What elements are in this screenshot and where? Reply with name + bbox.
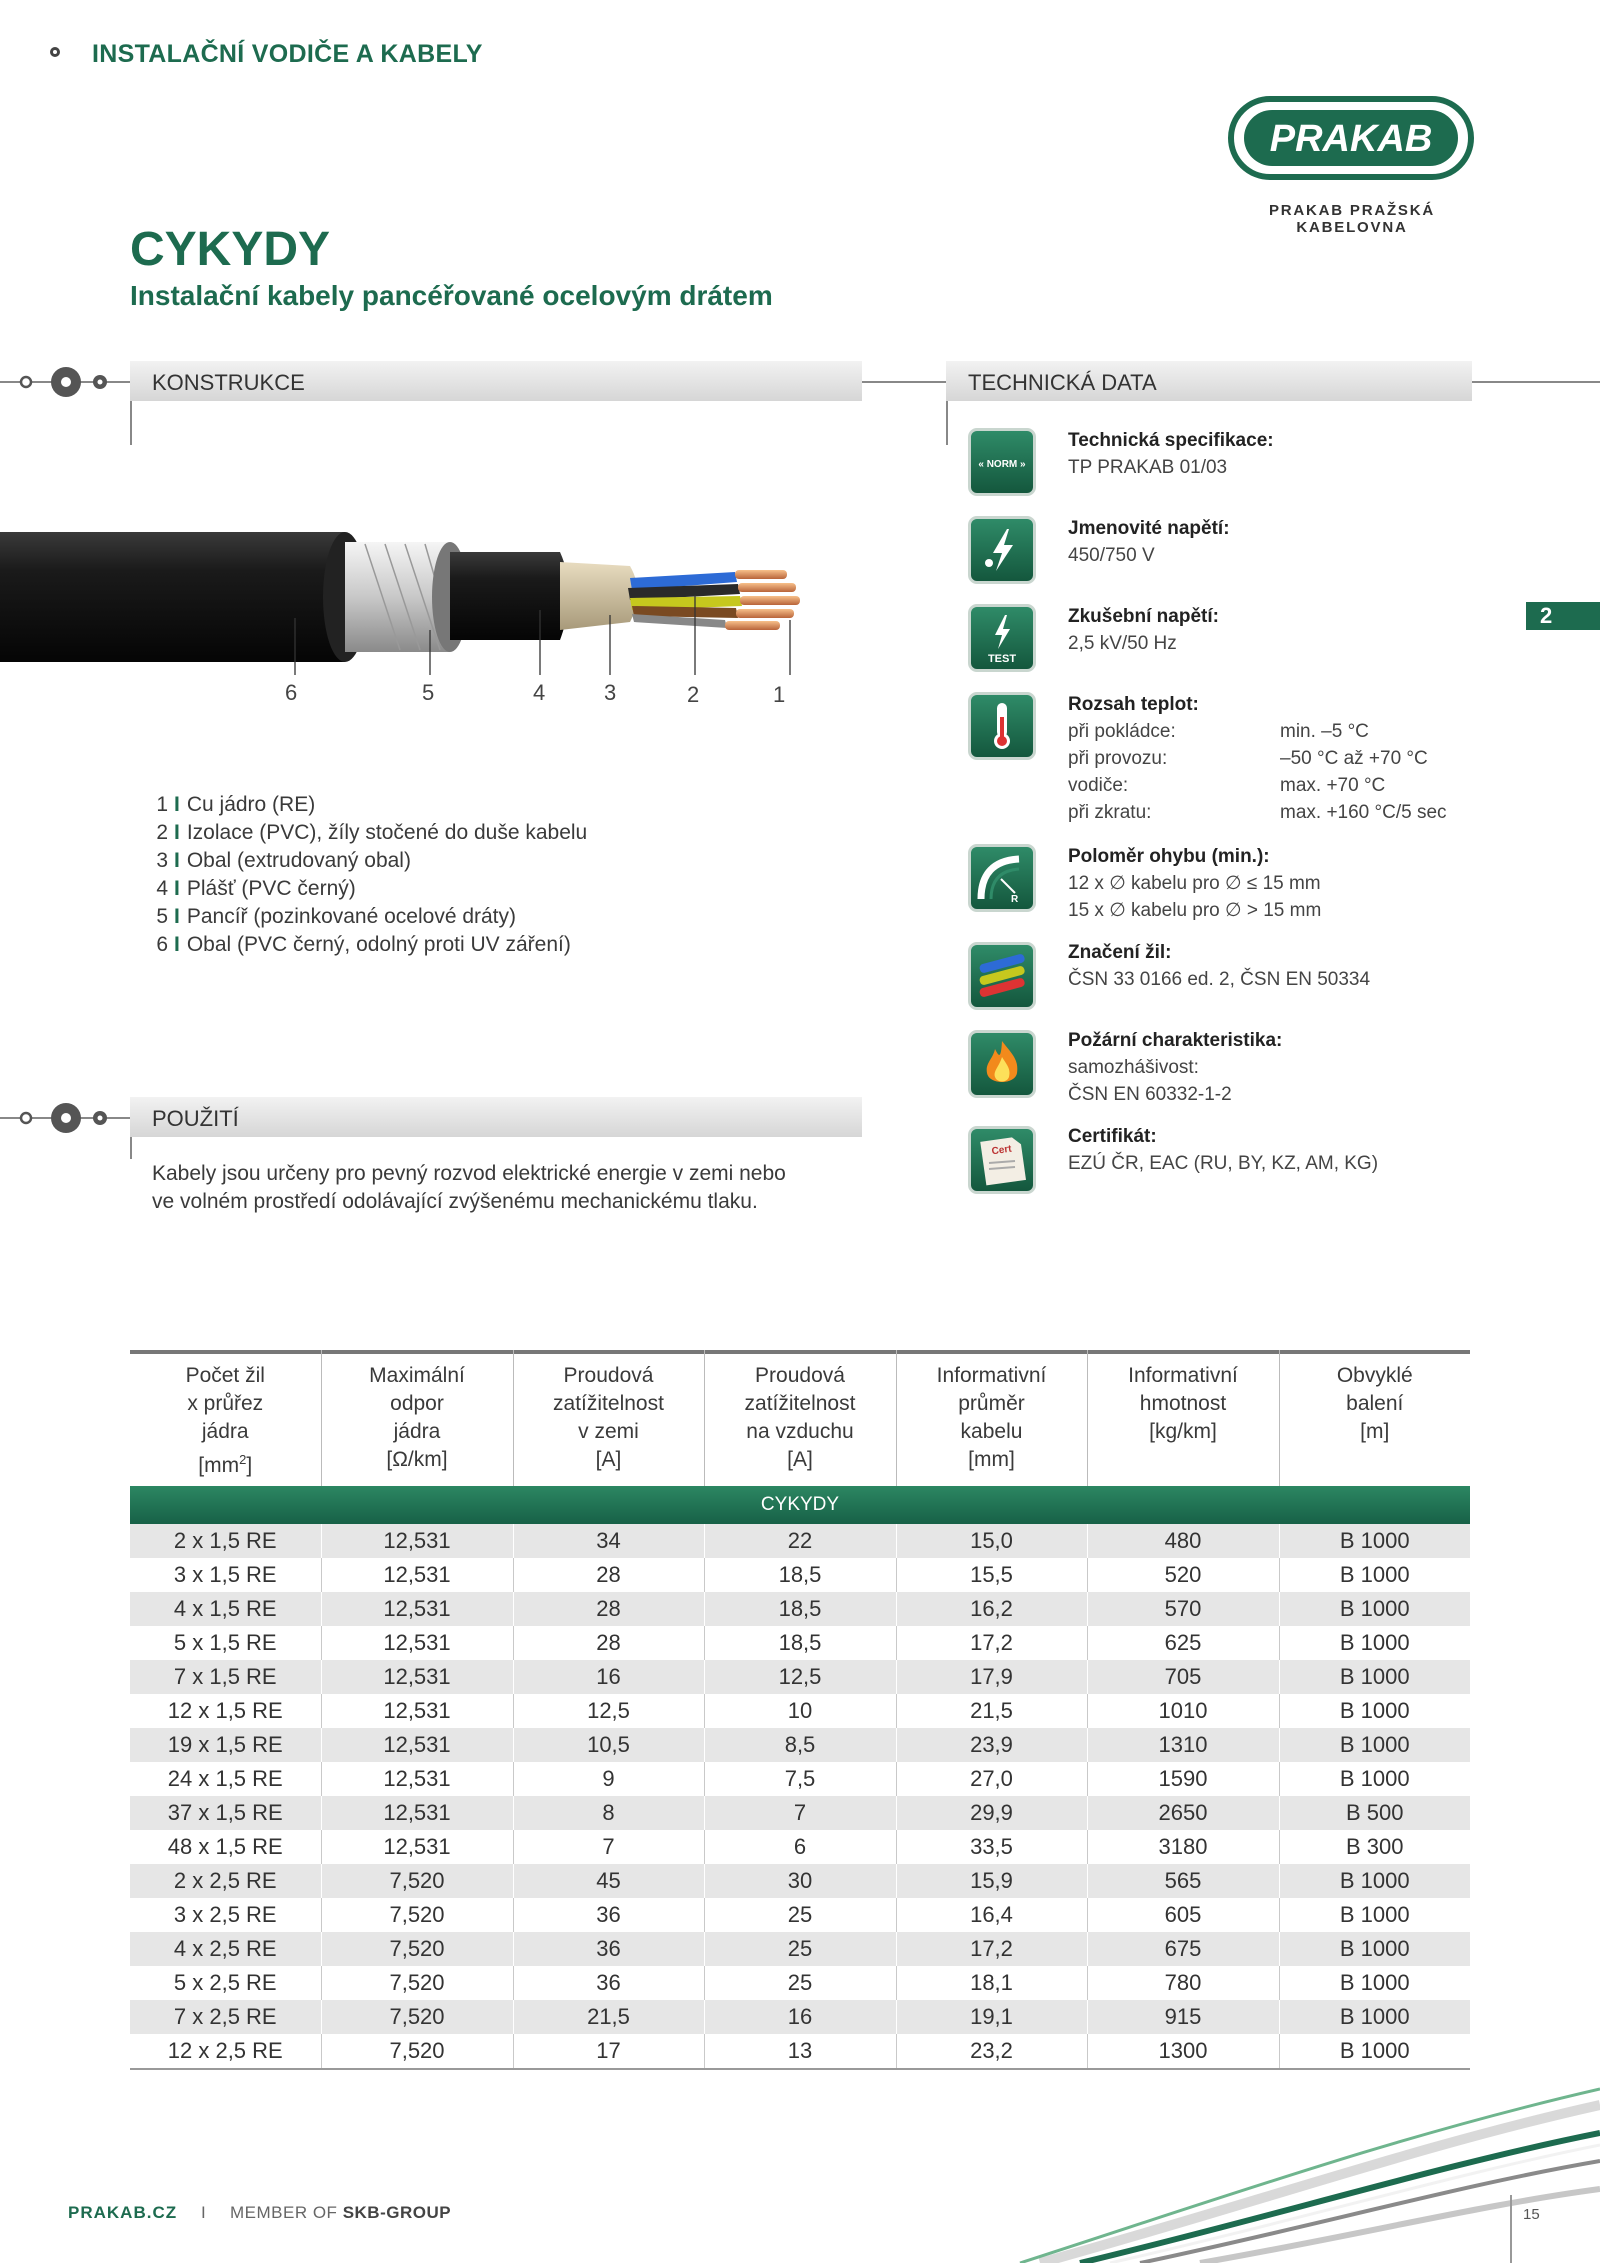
fire-label: Požární charakteristika: — [1068, 1030, 1283, 1051]
table-cell: 29,9 — [896, 1796, 1087, 1830]
header-current-ground: Proudová zatížitelnost v zemi [A] — [513, 1350, 704, 1486]
table-row — [130, 1592, 1470, 1626]
construction-item: 6 I Obal (PVC černý, odolný proti UV záření) — [156, 933, 571, 956]
temperature-label: Rozsah teplot: — [1068, 694, 1199, 715]
header-title: INSTALAČNÍ VODIČE A KABELY — [92, 40, 483, 68]
thermometer-icon — [968, 692, 1036, 760]
footer-separator: I — [201, 2203, 206, 2222]
footer-member: MEMBER OF SKB-GROUP — [230, 2203, 452, 2222]
temp-row-key: při zkratu: — [1068, 802, 1152, 823]
section-construction: KONSTRUKCE — [130, 361, 862, 401]
section-line — [1472, 381, 1600, 383]
table-cell: 13 — [704, 2034, 896, 2069]
table-cell: 18,1 — [896, 1966, 1087, 2000]
usage-text: Kabely jsou určeny pro pevný rozvod elektrické energie v zemi nebo ve volném prostředí odolávající zvýšenému mechanickému tlaku. — [152, 1162, 786, 1213]
core-marking-value: ČSN 33 0166 ed. 2, ČSN EN 50334 — [1068, 969, 1371, 990]
table-cell: 7,520 — [321, 1932, 513, 1966]
construction-item: 3 I Obal (extrudovaný obal) — [156, 849, 411, 872]
bend-radius-icon — [968, 844, 1036, 912]
table-cell: 17 — [513, 2034, 704, 2069]
table-cell: 18,5 — [704, 1592, 896, 1626]
table-cell: 520 — [1087, 1558, 1279, 1592]
certificate-value: EZÚ ČR, EAC (RU, BY, KZ, AM, KG) — [1068, 1153, 1379, 1174]
header-weight: Informativní hmotnost [kg/km] — [1087, 1350, 1279, 1486]
table-cell: 34 — [513, 1524, 704, 1558]
table-cell: 6 — [704, 1830, 896, 1864]
table-row — [130, 1830, 1470, 1864]
cable-number: 2 — [687, 682, 700, 707]
spec-value: TP PRAKAB 01/03 — [1068, 457, 1228, 478]
table-cell: 22 — [704, 1524, 896, 1558]
category-label: CYKYDY — [130, 1486, 1470, 1524]
table-cell: 1310 — [1087, 1728, 1279, 1762]
table-cell: B 1000 — [1279, 1762, 1470, 1796]
table-cell: 3 x 1,5 RE — [130, 1558, 321, 1592]
table-row — [130, 1660, 1470, 1694]
table-cell: 7,520 — [321, 1966, 513, 2000]
construction-item: 2 I Izolace (PVC), žíly stočené do duše kabelu — [156, 821, 588, 844]
table-row — [130, 1796, 1470, 1830]
section-ornament-icon — [14, 362, 124, 402]
table-row — [130, 1966, 1470, 2000]
table-cell: B 1000 — [1279, 2000, 1470, 2034]
table-cell: B 500 — [1279, 1796, 1470, 1830]
table-cell: 2650 — [1087, 1796, 1279, 1830]
voltage-label: Jmenovité napětí: — [1068, 518, 1230, 539]
svg-text:R: R — [1011, 894, 1019, 905]
table-cell: 12,531 — [321, 1694, 513, 1728]
table-cell: 5 x 2,5 RE — [130, 1966, 321, 2000]
logo-subtitle: PRAKAB PRAŽSKÁ KABELOVNA — [1268, 202, 1436, 236]
fire-value: samozhášivost: — [1068, 1057, 1199, 1078]
table-cell: 21,5 — [896, 1694, 1087, 1728]
section-vline — [946, 401, 948, 445]
temp-row-value: min. –5 °C — [1280, 721, 1369, 742]
table-cell: 16 — [513, 1660, 704, 1694]
header-current-air: Proudová zatížitelnost na vzduchu [A] — [704, 1350, 896, 1486]
table-cell: 16 — [704, 2000, 896, 2034]
section-vline — [130, 1137, 132, 1159]
table-cell: B 1000 — [1279, 1592, 1470, 1626]
table-cell: 36 — [513, 1966, 704, 2000]
table-cell: 28 — [513, 1626, 704, 1660]
voltage-icon — [968, 516, 1036, 584]
table-category-row — [130, 1486, 1470, 1524]
table-cell: 48 x 1,5 RE — [130, 1830, 321, 1864]
bend-radius-label: Poloměr ohybu (min.): — [1068, 846, 1270, 867]
table-cell: 7 — [704, 1796, 896, 1830]
header-cores: Počet žil x průřez jádra $[mm^2]$ — [185, 1364, 265, 1477]
page-number: 15 — [1523, 2206, 1540, 2223]
table-cell: 12 x 2,5 RE — [130, 2034, 321, 2069]
spec-label: Technická specifikace: — [1068, 430, 1274, 451]
table-cell: 37 x 1,5 RE — [130, 1796, 321, 1830]
table-cell: B 1000 — [1279, 1728, 1470, 1762]
header-resistance: Maximální odpor jádra [Ω/km] — [321, 1350, 513, 1486]
table-cell: 17,2 — [896, 1626, 1087, 1660]
table-cell: 17,2 — [896, 1932, 1087, 1966]
table-cell: 15,5 — [896, 1558, 1087, 1592]
table-cell: 17,9 — [896, 1660, 1087, 1694]
table-cell: 28 — [513, 1592, 704, 1626]
table-cell: 25 — [704, 1932, 896, 1966]
table-cell: 4 x 2,5 RE — [130, 1932, 321, 1966]
table-cell: 36 — [513, 1932, 704, 1966]
table-cell: 8,5 — [704, 1728, 896, 1762]
norm-icon — [968, 428, 1036, 496]
flame-icon — [968, 1030, 1036, 1098]
table-cell: 12,531 — [321, 1558, 513, 1592]
table-cell: B 1000 — [1279, 1898, 1470, 1932]
table-cell: 7,520 — [321, 1864, 513, 1898]
table-cell: 16,4 — [896, 1898, 1087, 1932]
temp-row-value: –50 °C až +70 °C — [1280, 748, 1428, 769]
table-cell: 12,531 — [321, 1524, 513, 1558]
table-cell: 5 x 1,5 RE — [130, 1626, 321, 1660]
table-cell: 24 x 1,5 RE — [130, 1762, 321, 1796]
table-cell: B 1000 — [1279, 1694, 1470, 1728]
table-cell: 12,5 — [513, 1694, 704, 1728]
table-cell: 605 — [1087, 1898, 1279, 1932]
table-row — [130, 1626, 1470, 1660]
svg-text:PRAKAB: PRAKAB — [1269, 118, 1433, 160]
construction-item: 5 I Pancíř (pozinkované ocelové dráty) — [156, 905, 517, 928]
table-row — [130, 2034, 1470, 2069]
table-cell: 27,0 — [896, 1762, 1087, 1796]
table-cell: 3180 — [1087, 1830, 1279, 1864]
section-technical: TECHNICKÁ DATA — [946, 361, 1472, 401]
test-voltage-value: 2,5 kV/50 Hz — [1068, 633, 1177, 654]
table-row — [130, 1898, 1470, 1932]
table-cell: 9 — [513, 1762, 704, 1796]
page-number-rule — [1510, 2195, 1512, 2263]
chapter-tab: 2 — [1526, 602, 1600, 630]
fire-value: ČSN EN 60332-1-2 — [1068, 1084, 1232, 1105]
table-cell: 780 — [1087, 1966, 1279, 2000]
table-row — [130, 1762, 1470, 1796]
table-row — [130, 1694, 1470, 1728]
table-cell: 7 — [513, 1830, 704, 1864]
table-cell: 45 — [513, 1864, 704, 1898]
table-cell: B 1000 — [1279, 1932, 1470, 1966]
table-cell: 12,531 — [321, 1728, 513, 1762]
table-cell: 10 — [704, 1694, 896, 1728]
table-cell: 12,531 — [321, 1830, 513, 1864]
table-cell: 12,531 — [321, 1592, 513, 1626]
section-vline — [130, 401, 132, 445]
table-row — [130, 2000, 1470, 2034]
table-cell: B 300 — [1279, 1830, 1470, 1864]
temp-row-key: při pokládce: — [1068, 721, 1176, 742]
table-cell: 12 x 1,5 RE — [130, 1694, 321, 1728]
cable-illustration — [0, 480, 920, 680]
table-row — [130, 1558, 1470, 1592]
product-name: CYKYDY — [130, 223, 331, 276]
table-cell: B 1000 — [1279, 2034, 1470, 2069]
table-cell: 480 — [1087, 1524, 1279, 1558]
table-cell: 19,1 — [896, 2000, 1087, 2034]
table-cell: 7,520 — [321, 2000, 513, 2034]
certificate-icon — [968, 1126, 1036, 1194]
voltage-value: 450/750 V — [1068, 545, 1155, 566]
svg-text:Cert: Cert — [991, 1143, 1013, 1158]
table-cell: 30 — [704, 1864, 896, 1898]
table-cell: 565 — [1087, 1864, 1279, 1898]
table-cell: 25 — [704, 1898, 896, 1932]
table-cell: 12,531 — [321, 1762, 513, 1796]
construction-item: 4 I Plášť (PVC černý) — [156, 877, 356, 900]
footer-brand: PRAKAB.CZ — [68, 2203, 178, 2222]
table-cell: B 1000 — [1279, 1660, 1470, 1694]
table-cell: 1010 — [1087, 1694, 1279, 1728]
table-cell: 7 x 1,5 RE — [130, 1660, 321, 1694]
table-cell: 675 — [1087, 1932, 1279, 1966]
table-row — [130, 1524, 1470, 1558]
table-cell: B 1000 — [1279, 1864, 1470, 1898]
header-diameter: Informativní průměr kabelu [mm] — [896, 1350, 1087, 1486]
table-cell: 2 x 1,5 RE — [130, 1524, 321, 1558]
table-cell: 21,5 — [513, 2000, 704, 2034]
table-cell: 25 — [704, 1966, 896, 2000]
table-cell: 8 — [513, 1796, 704, 1830]
table-cell: B 1000 — [1279, 1966, 1470, 2000]
table-cell: 16,2 — [896, 1592, 1087, 1626]
test-voltage-label: Zkušební napětí: — [1068, 606, 1219, 627]
table-cell: 915 — [1087, 2000, 1279, 2034]
table-cell: 18,5 — [704, 1558, 896, 1592]
table-cell: 2 x 2,5 RE — [130, 1864, 321, 1898]
table-cell: 12,531 — [321, 1660, 513, 1694]
section-line — [862, 381, 946, 383]
table-cell: 23,2 — [896, 2034, 1087, 2069]
table-cell: 3 x 2,5 RE — [130, 1898, 321, 1932]
table-cell: B 1000 — [1279, 1558, 1470, 1592]
table-cell: 1300 — [1087, 2034, 1279, 2069]
cable-number: 5 — [422, 680, 435, 705]
table-cell: 12,5 — [704, 1660, 896, 1694]
cable-number: 1 — [773, 682, 786, 707]
table-cell: B 1000 — [1279, 1626, 1470, 1660]
table-cell: 10,5 — [513, 1728, 704, 1762]
section-usage: POUŽITÍ — [130, 1097, 862, 1137]
table-row — [130, 1864, 1470, 1898]
table-cell: 1590 — [1087, 1762, 1279, 1796]
temp-row-key: při provozu: — [1068, 748, 1168, 769]
temp-row-key: vodiče: — [1068, 775, 1129, 796]
table-cell: 28 — [513, 1558, 704, 1592]
core-marking-icon — [968, 942, 1036, 1010]
temp-row-value: max. +160 °C/5 sec — [1280, 802, 1447, 823]
table-cell: 625 — [1087, 1626, 1279, 1660]
temp-row-value: max. +70 °C — [1280, 775, 1386, 796]
table-cell: 15,9 — [896, 1864, 1087, 1898]
table-cell: 18,5 — [704, 1626, 896, 1660]
product-subtitle: Instalační kabely pancéřované ocelovým drátem — [130, 280, 773, 311]
table-cell: 7,5 — [704, 1762, 896, 1796]
table-cell: 23,9 — [896, 1728, 1087, 1762]
table-cell: 4 x 1,5 RE — [130, 1592, 321, 1626]
section-ornament-icon — [14, 1098, 124, 1138]
product-table — [130, 1350, 1470, 2070]
bend-radius-value: 12 x ∅ kabelu pro ∅ ≤ 15 mm — [1068, 873, 1321, 894]
table-row — [130, 1932, 1470, 1966]
bend-radius-value: 15 x ∅ kabelu pro ∅ > 15 mm — [1068, 900, 1322, 921]
table-cell: 19 x 1,5 RE — [130, 1728, 321, 1762]
table-cell: 7,520 — [321, 2034, 513, 2069]
table-cell: 7 x 2,5 RE — [130, 2000, 321, 2034]
table-cell: 12,531 — [321, 1796, 513, 1830]
table-cell: 33,5 — [896, 1830, 1087, 1864]
table-cell: B 1000 — [1279, 1524, 1470, 1558]
core-marking-label: Značení žil: — [1068, 942, 1172, 963]
table-cell: 7,520 — [321, 1898, 513, 1932]
table-cell: 36 — [513, 1898, 704, 1932]
svg-text:TEST: TEST — [987, 653, 1017, 665]
prakab-logo — [1228, 96, 1474, 180]
header-bullet-icon — [50, 47, 60, 57]
table-header-row — [130, 1350, 1470, 1486]
test-voltage-icon — [968, 604, 1036, 672]
table-cell: 12,531 — [321, 1626, 513, 1660]
header-packaging: Obvyklé balení [m] — [1279, 1350, 1470, 1486]
cable-number: 4 — [533, 680, 546, 705]
table-cell: 15,0 — [896, 1524, 1087, 1558]
cable-number: 3 — [604, 680, 617, 705]
construction-item: 1 I Cu jádro (RE) — [156, 793, 316, 816]
table-cell: 570 — [1087, 1592, 1279, 1626]
certificate-label: Certifikát: — [1068, 1126, 1157, 1147]
cable-number: 6 — [285, 680, 298, 705]
table-cell: 705 — [1087, 1660, 1279, 1694]
table-row — [130, 1728, 1470, 1762]
svg-text:« NORM »: « NORM » — [978, 459, 1026, 470]
